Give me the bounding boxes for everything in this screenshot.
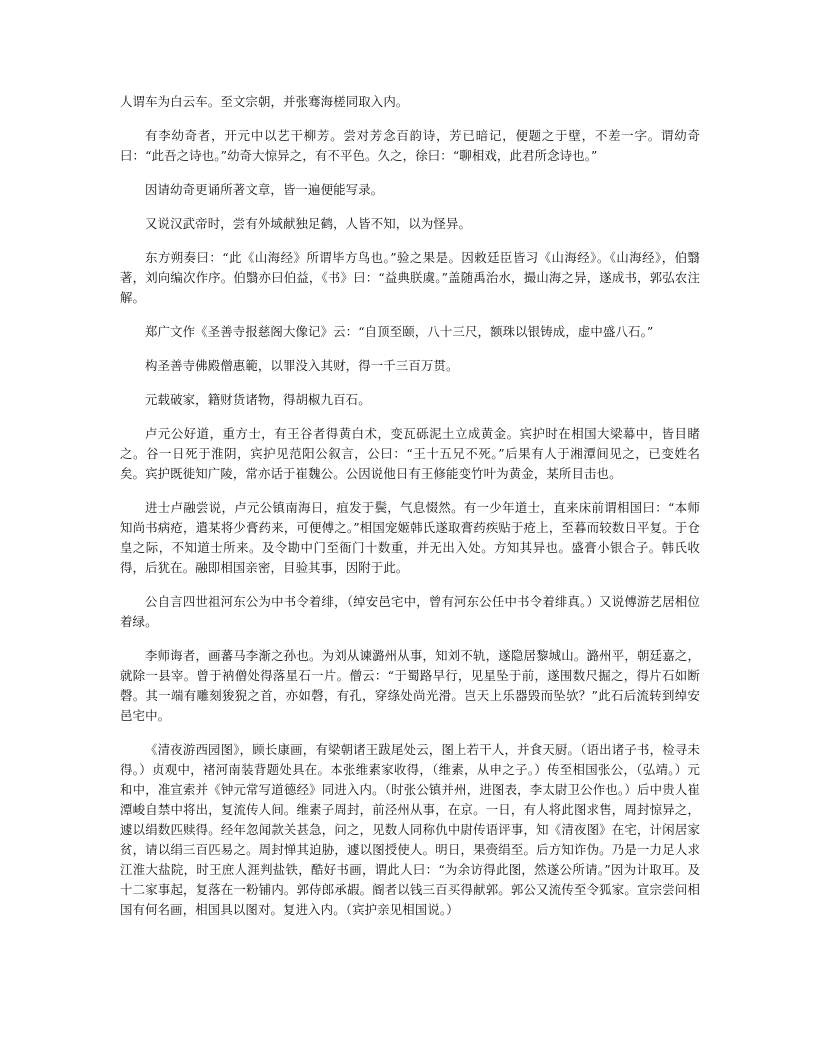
- paragraph: 郑广文作《圣善寺报慈阁大像记》云：“自顶至颐，八十三尺，额珠以银铸成，虚中盛八石。”: [145, 324, 654, 339]
- paragraph: 又说汉武帝时，尝有外域献独足鹤，人皆不知，以为怪异。: [145, 216, 472, 231]
- paragraph: 《清夜游西园图》，顾长康画，有梁朝诸王跋尾处云，图上若干人，并食天厨。（语出诸子书，检寻未得。）贞观中，褚河南装背题处具在。本张维素家收得，（维素，从申之子。）传至相国张公，（弘靖。）元和中，准宣索并《钟元常写道德经》同进入内。（时张公镇并州，进图表，李太尉卫公作也。）后中贵人崔潭峻自禁中将出，复流传人间。维素子周封，前泾州从事，在京。一日，有人将此图求售，周封惊异之，遽以绢数匹赎得。经年忽闻款关甚急，问之，见数人同称仇中尉传语评事，知《清夜图》在宅，计闲居家贫，请以绢三百匹易之。周封惮其迫胁，遽以图授使人。明日，果赍绢至。后方知诈伪。乃是一力足人求江淮大盐院，时王庶人涯判盐铁，酷好书画，谓此人曰：“为余访得此图，然遂公所请。”因为计取耳。及十二家事起，复落在一粉铺内。郭侍郎承嘏。阍者以钱三百买得献郭。郭公又流传至令狐家。宣宗尝问相国有何名画，相国具以图对。复进入内。（宾护亲见相国说。）: [120, 742, 700, 917]
- paragraph: 东方朔奏曰：“此《山海经》所谓毕方鸟也。”验之果是。因敕廷臣皆习《山海经》。《山海经》，伯翳著，刘向编次作序。伯翳亦曰伯益，《书》曰：“益典朕虞。”盖随禹治水，撮山海之异，遂成书，郭弘农注解。: [120, 250, 700, 305]
- document-page: [120, 92, 700, 934]
- paragraph: 进士卢融尝说，卢元公镇南海日，疽发于鬓，气息惙然。有一少年道士，直来床前谓相国曰：“本师知尚书病疮，遣某将少膏药来，可便傅之。”相国宠姬韩氏遂取膏药疾贴于疮上，至暮而较数日平复。于仓皇之际，不知道士所来。及令勘中门至衙门十数重，并无出入处。方知其异也。盛膏小银合子。韩氏收得，后犹在。融即相国亲密，目验其事，因附于此。: [120, 500, 700, 575]
- paragraph: 公自言四世祖河东公为中书令着绯，（绰安邑宅中，曾有河东公任中书令着绯真。）又说傅游艺居相位着绿。: [120, 594, 700, 629]
- paragraph: 李师诲者，画蕃马李渐之孙也。为刘从谏潞州从事，知刘不轨，遂隐居黎城山。潞州平，朝廷嘉之，就除一县宰。曾于衲僧处得落星石一片。僧云：“于蜀路早行，见星坠于前，遂围数尺掘之，得片石如断磬。其一端有雕刻狻猊之首，亦如磬，有孔，穿绦处尚光滑。岂天上乐器毁而坠欤？”此石后流转到绰安邑宅中。: [120, 648, 700, 723]
- paragraph: 有李幼奇者，开元中以艺干柳芳。尝对芳念百韵诗，芳已暗记，便题之于壁，不差一字。谓幼奇曰：“此吾之诗也。”幼奇大惊异之，有不平色。久之，徐曰：“聊相戏，此君所念诗也。”: [120, 128, 700, 163]
- paragraph: 元载破家，籍财货诸物，得胡椒九百石。: [145, 392, 371, 407]
- paragraph: 卢元公好道，重方士，有王谷者得黄白术，变瓦砾泥土立成黄金。宾护时在相国大梁幕中，皆目睹之。谷一日死于淮阴，宾护见范阳公叙言，公曰：“王十五兄不死。”后果有人于湘潭间见之，已变姓名矣。宾护既徙知广陵，常亦话于崔魏公。公因说他日有王修能变竹叶为黄金，某所目击也。: [120, 426, 700, 481]
- paragraph: 因请幼奇更诵所著文章，皆一遍便能写录。: [145, 182, 384, 197]
- paragraph: 构圣善寺佛殿僧惠範，以罪没入其财，得一千三百万贯。: [145, 358, 459, 373]
- paragraph: 人谓车为白云车。至文宗朝，并张骞海槎同取入内。: [120, 94, 409, 109]
